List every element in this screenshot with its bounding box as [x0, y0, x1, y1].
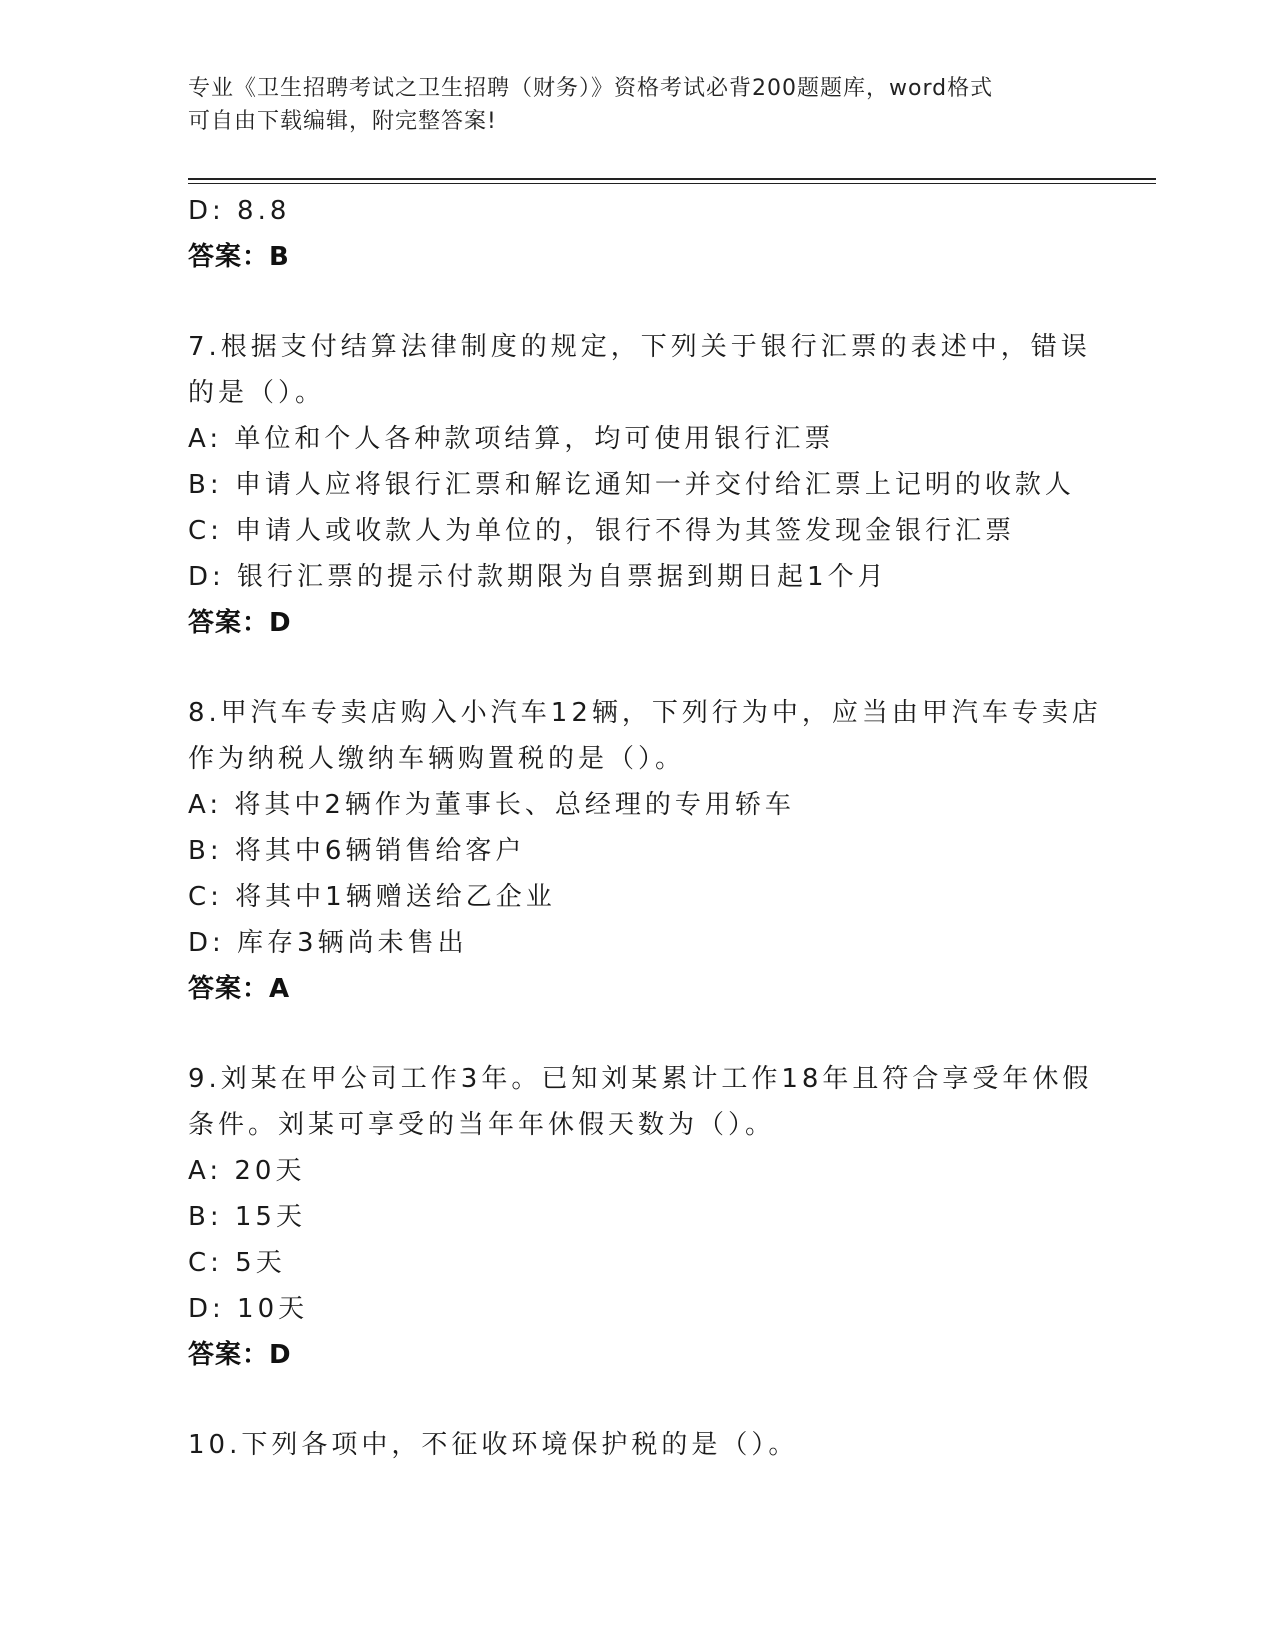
- question-stem: 8.甲汽车专卖店购入小汽车12辆，下列行为中，应当由甲汽车专卖店: [188, 698, 1102, 728]
- option-d: D: 10天: [188, 1294, 309, 1324]
- option-d: D: 8.8: [188, 196, 291, 226]
- option-c: C: 将其中1辆赠送给乙企业: [188, 882, 556, 912]
- header-line-1: 专业《卫生招聘考试之卫生招聘（财务）》资格考试必背200题题库，word格式: [188, 76, 994, 101]
- question-stem: 10.下列各项中，不征收环境保护税的是（）。: [188, 1430, 799, 1460]
- question-stem: 9.刘某在甲公司工作3年。已知刘某累计工作18年且符合享受年休假: [188, 1064, 1093, 1094]
- option-c: C: 5天: [188, 1248, 286, 1278]
- header-rule-thin: [188, 183, 1156, 184]
- question-stem-continued: 作为纳税人缴纳车辆购置税的是（）。: [188, 744, 686, 774]
- document-body: [188, 188, 1102, 1468]
- answer-label: 答案：A: [188, 974, 291, 1004]
- answer-label: 答案：B: [188, 242, 290, 272]
- option-b: B: 申请人应将银行汇票和解讫通知一并交付给汇票上记明的收款人: [188, 470, 1075, 500]
- option-b: B: 将其中6辆销售给客户: [188, 836, 526, 866]
- option-d: D: 银行汇票的提示付款期限为自票据到期日起1个月: [188, 562, 888, 592]
- question-stem-continued: 的是（）。: [188, 378, 326, 408]
- answer-label: 答案：D: [188, 608, 292, 638]
- question-6-tail: [188, 188, 1088, 280]
- question-8: [188, 690, 1102, 1012]
- question-stem: 7.根据支付结算法律制度的规定，下列关于银行汇票的表述中，错误: [188, 332, 1091, 362]
- question-9: [188, 1056, 1093, 1378]
- question-7: [188, 324, 1091, 646]
- option-b: B: 15天: [188, 1202, 306, 1232]
- option-a: A: 将其中2辆作为董事长、总经理的专用轿车: [188, 790, 795, 820]
- question-stem-continued: 条件。刘某可享受的当年年休假天数为（）。: [188, 1110, 776, 1140]
- option-d: D: 库存3辆尚未售出: [188, 928, 468, 958]
- option-c: C: 申请人或收款人为单位的，银行不得为其签发现金银行汇票: [188, 516, 1016, 546]
- header-rule-thick: [188, 178, 1156, 180]
- option-a: A: 单位和个人各种款项结算，均可使用银行汇票: [188, 424, 835, 454]
- option-a: A: 20天: [188, 1156, 306, 1186]
- question-10: [188, 1422, 1088, 1468]
- answer-label: 答案：D: [188, 1340, 292, 1370]
- page-header: [188, 72, 1068, 138]
- header-line-2: 可自由下载编辑，附完整答案!: [188, 109, 497, 134]
